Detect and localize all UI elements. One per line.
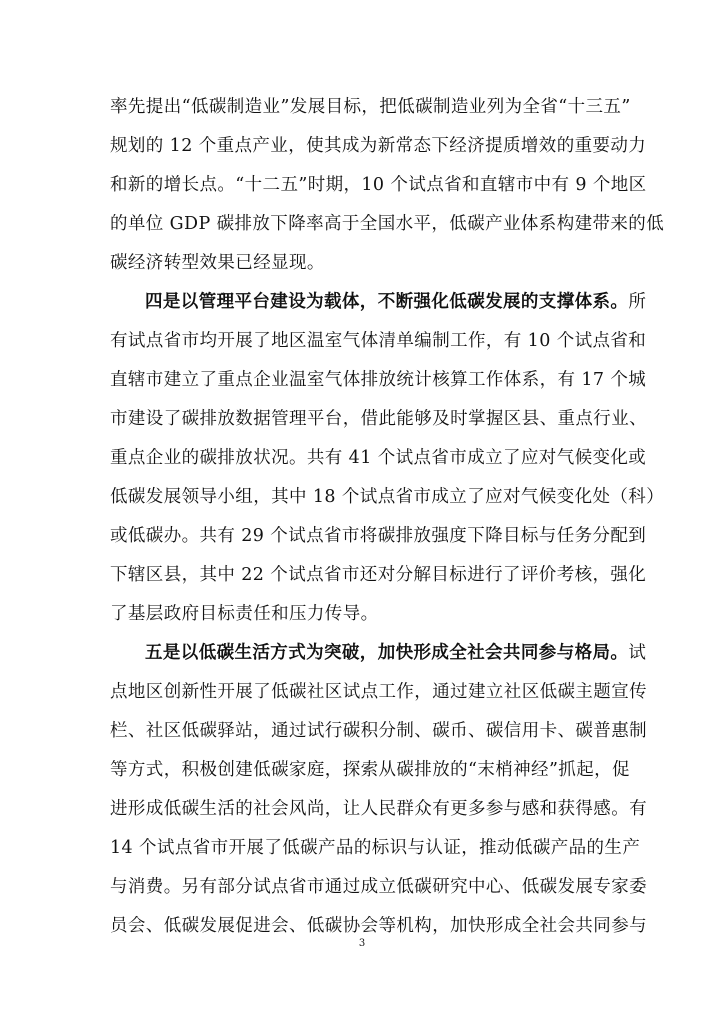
text-line: 栏、社区低碳驿站，通过试行碳积分制、碳币、碳信用卡、碳普惠制 [110, 721, 647, 741]
text-line: 规划的 12 个重点产业，使其成为新常态下经济提质增效的重要动力 [110, 136, 647, 156]
page-number: 3 [358, 938, 366, 949]
bold-lead-sentence: 五是以低碳生活方式为突破，加快形成全社会共同参与格局。 [145, 643, 629, 663]
text-line: 等方式，积极创建低碳家庭，探索从碳排放的“末梢神经”抓起，促 [110, 760, 630, 780]
text-line: 和新的增长点。“十二五”时期，10 个试点省和直辖市中有 9 个地区 [110, 175, 647, 195]
text-line: 率先提出“低碳制造业”发展目标，把低碳制造业列为全省“十三五” [110, 97, 631, 117]
text-line: 或低碳办。共有 29 个试点省市将碳排放强度下降目标与任务分配到 [110, 526, 647, 546]
text-line: 碳经济转型效果已经显现。 [110, 253, 325, 273]
text-line: 市建设了碳排放数据管理平台，借此能够及时掌握区县、重点行业、 [110, 409, 647, 429]
paragraph-management-platform [110, 283, 665, 634]
bold-lead-sentence: 四是以管理平台建设为载体，不断强化低碳发展的支撑体系。 [145, 292, 629, 312]
text-line: 进形成低碳生活的社会风尚，让人民群众有更多参与感和获得感。有 [110, 799, 647, 819]
text-line: 有试点省市均开展了地区温室气体清单编制工作，有 10 个试点省和 [110, 331, 647, 351]
text-line: 点地区创新性开展了低碳社区试点工作，通过建立社区低碳主题宣传 [110, 682, 647, 702]
text-line: 下辖区县，其中 22 个试点省市还对分解目标进行了评价考核，强化 [110, 565, 647, 585]
paragraph-low-carbon-lifestyle [110, 634, 647, 946]
paragraph-continuation [110, 88, 665, 283]
text-run: 试 [628, 643, 647, 663]
text-line: 低碳发展领导小组，其中 18 个试点省市成立了应对气候变化处（科） [110, 487, 665, 507]
text-line: 14 个试点省市开展了低碳产品的标识与认证，推动低碳产品的生产 [110, 838, 641, 858]
paragraph-first-line [110, 634, 647, 673]
text-run: 所 [628, 292, 647, 312]
text-line: 员会、低碳发展促进会、低碳协会等机构，加快形成全社会共同参与 [110, 916, 647, 936]
text-line: 了基层政府目标责任和压力传导。 [110, 604, 379, 624]
text-line: 与消费。另有部分试点省市通过成立低碳研究中心、低碳发展专家委 [110, 877, 647, 897]
text-line: 直辖市建立了重点企业温室气体排放统计核算工作体系，有 17 个城 [110, 370, 647, 390]
text-line: 重点企业的碳排放状况。共有 41 个试点省市成立了应对气候变化或 [110, 448, 647, 468]
paragraph-first-line [110, 283, 647, 322]
text-line: 的单位 GDP 碳排放下降率高于全国水平，低碳产业体系构建带来的低 [110, 214, 665, 234]
